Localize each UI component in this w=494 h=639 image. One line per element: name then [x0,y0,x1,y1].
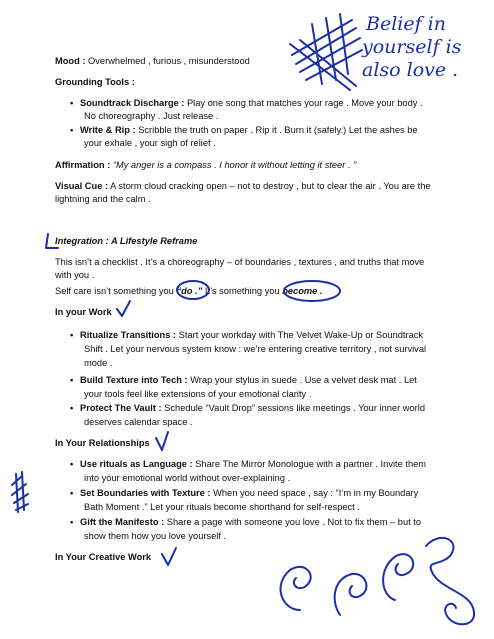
integration-heading: Integration : A Lifestyle Reframe [55,236,198,246]
list-item: • Gift the Manifesto : Share a page with someone you love . Not to fix them – but to [70,517,422,527]
visual-cue-line: Visual Cue : A storm cloud cracking open – not to destroy , but to clear the air . You are the [55,181,431,191]
checkmark-icon [156,432,168,450]
list-item: • Protect The Vault : Schedule “Vault Drop” sessions like meetings . Your inner world [70,403,425,413]
checkmark-icon [162,548,176,565]
spiral-doodle-icon [281,567,311,610]
creative-heading: In Your Creative Work [55,552,152,562]
self-care-line: Self care isn’t something you “do .” It’s something you become . [55,286,323,296]
mood-line: Mood : Overwhelmed , furious , misunderstood [55,56,250,66]
integration-paragraph: This isn’t a checklist . It’s a choreography – of boundaries , textures , and truths that move [55,257,425,267]
work-heading: In your Work [55,307,112,317]
checkmark-icon [117,301,130,316]
list-item-continuation: into your emotional world without over-explaining . [84,473,291,483]
list-item-continuation: show them how you love yourself . [84,531,227,541]
list-item-continuation: deserves calendar space . [84,417,193,427]
spiral-doodle-icon [335,574,367,615]
list-item: • Build Texture into Tech : Wrap your stylus in suede . Use a velvet desk mat . Let [70,375,417,385]
spiral-doodle-icon [383,554,413,600]
handwritten-note-line2: yourself is [362,36,462,58]
list-item: • Soundtrack Discharge : Play one song that matches your rage . Move your body . [70,98,423,108]
affirmation-line: Affirmation : “My anger is a compass . I honor it without letting it steer . ” [55,160,357,170]
handwritten-note-line1: Belief in [366,13,446,35]
small-hash-scribble-icon [12,472,28,512]
integration-paragraph-continuation: with you . [55,270,95,280]
list-item-continuation: your exhale , your sigh of relief . [84,138,216,148]
list-item: • Write & Rip : Scribble the truth on paper . Rip it . Burn it (safely.) Let the ashes be [70,125,418,135]
relationships-heading: In Your Relationships [55,438,150,448]
handwritten-note-line3: also love . [362,59,459,81]
list-item-continuation: No choreography . Just release . [84,111,219,121]
list-item: • Use rituals as Language : Share The Mirror Monologue with a partner . Invite them [70,459,427,469]
list-item-continuation: mode . [84,358,113,368]
list-item-continuation: Bath Moment .” Let your rituals become shorthand for self-respect . [84,502,360,512]
list-item-continuation: Shift . Let your nervous system know : we’re entering creative territory , not survival [84,344,427,354]
visual-cue-continuation: lightning and the calm . [55,194,151,204]
list-item: • Set Boundaries with Texture : When you need space , say : “I’m in my Boundary [70,488,419,498]
list-item: • Ritualize Transitions : Start your workday with The Velvet Wake-Up or Soundtrack [70,330,424,340]
spiral-doodle-icon [426,538,474,624]
grounding-heading: Grounding Tools : [55,77,135,87]
list-item-continuation: your tools feel like extensions of your emotional clarity . [84,389,312,399]
hash-scribble-icon [290,14,362,90]
